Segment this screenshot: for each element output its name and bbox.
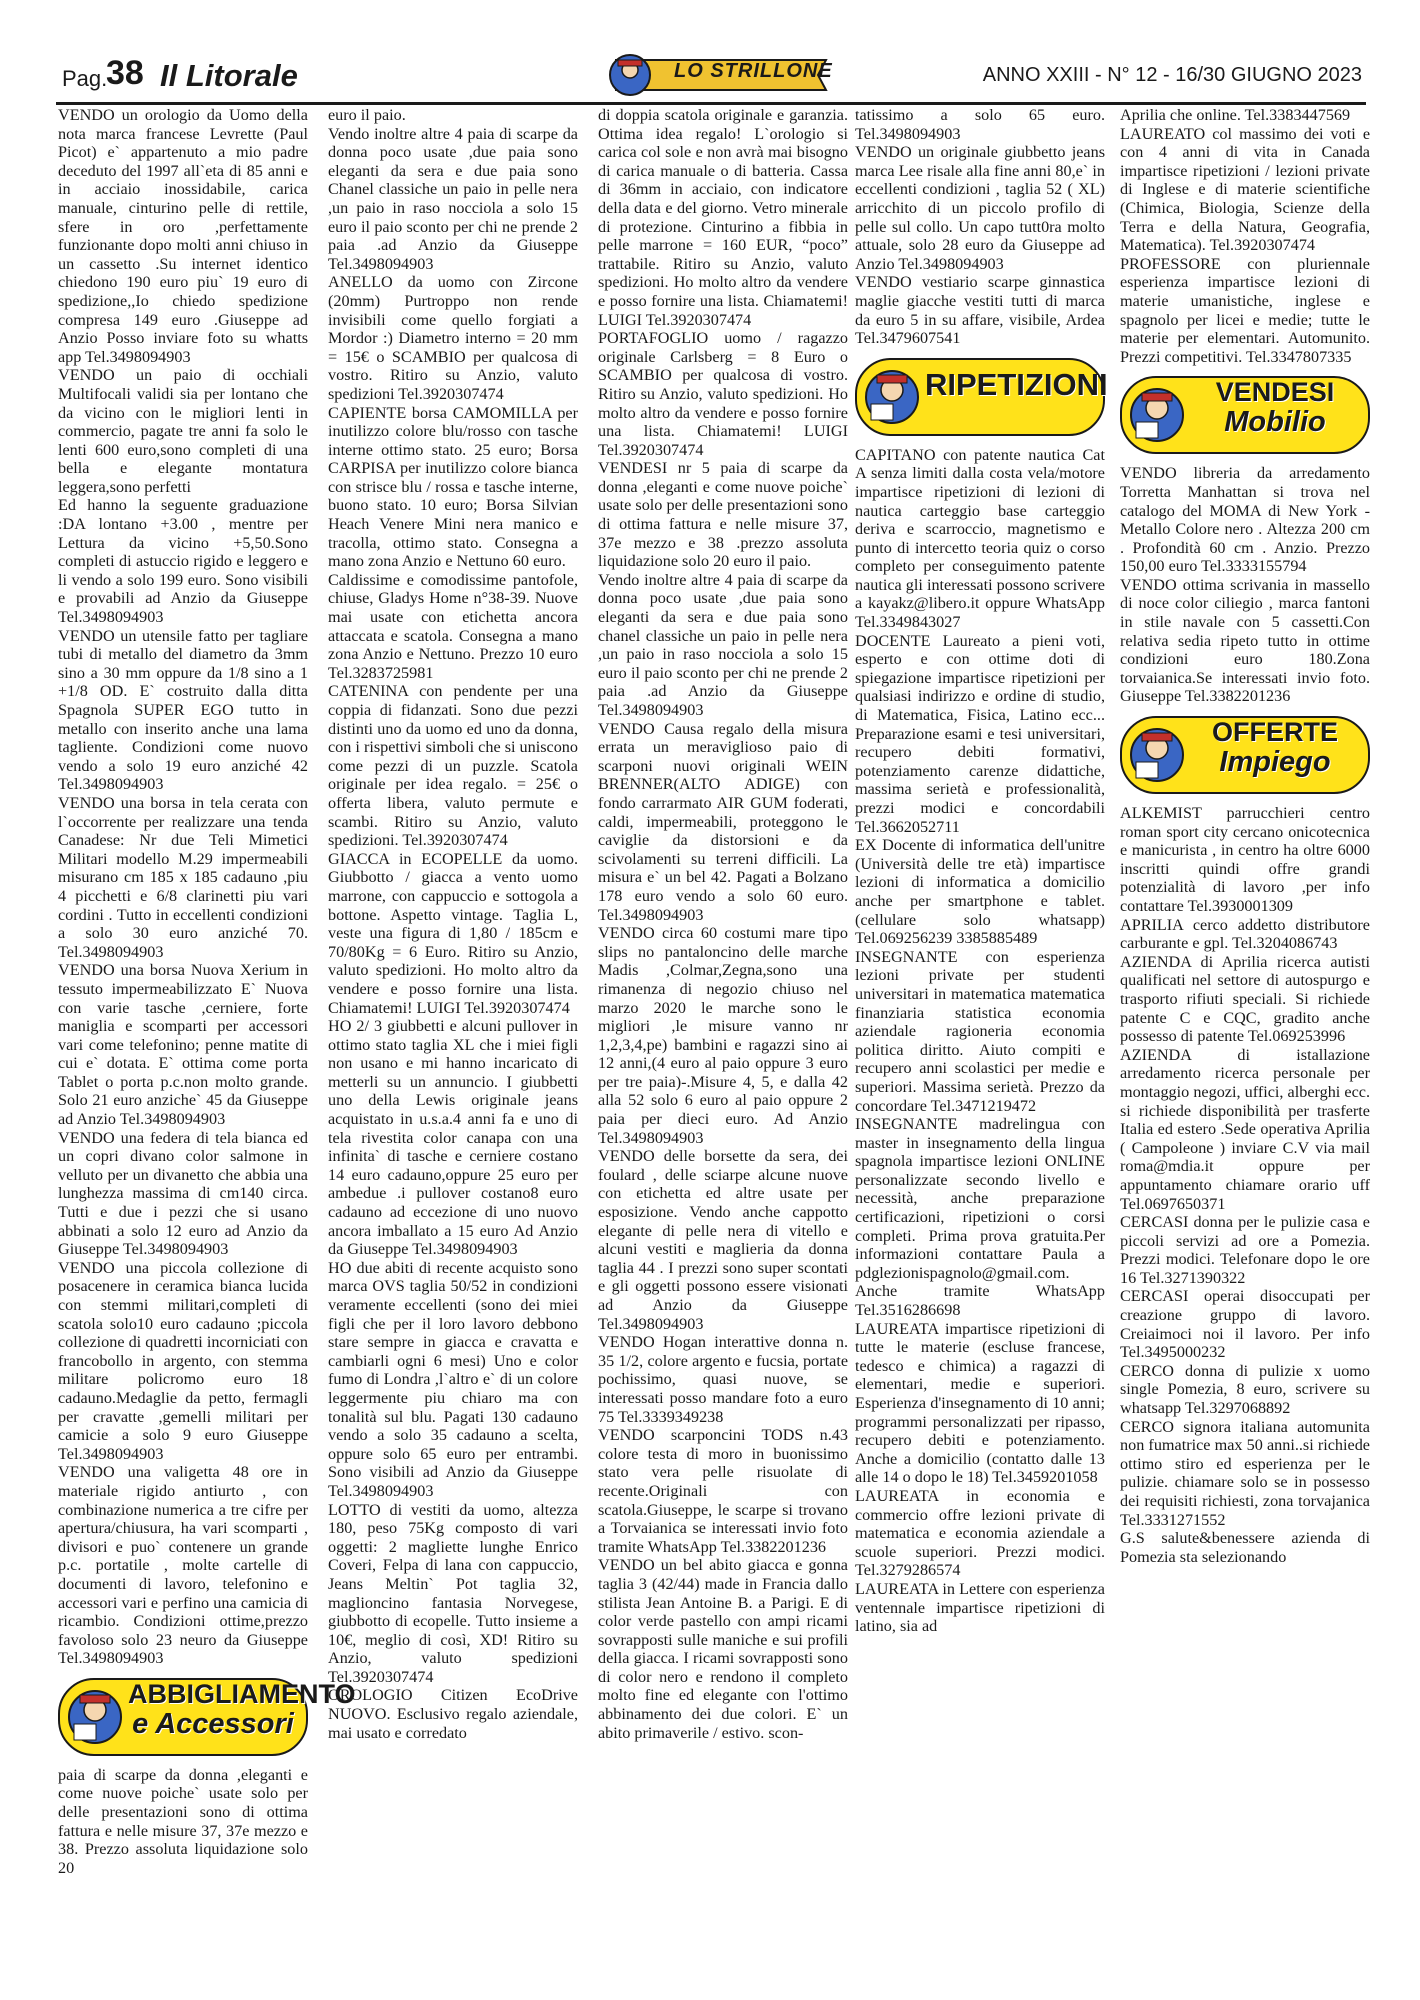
- page-number: 38: [106, 54, 144, 92]
- section-banner-abbigliamento: [58, 1678, 356, 1756]
- classified-ad: VENDO libreria da arredamento Torretta Manhattan si trova nel catalogo del MOMA di New York - Metallo Colore nero . Altezza 200 cm . Profondità 60 cm . Anzio. Prezzo 150,00 euro Tel.3333155794: [1120, 464, 1370, 576]
- ads-list: [855, 446, 1105, 1636]
- classified-ad: VENDO Hogan interattive donna n. 35 1/2, colore argento e fucsia, portate pochissimo, quasi nuove, se interessati posso mandare foto a euro 75 Tel.3339349238: [598, 1333, 848, 1426]
- classified-ad: VENDO delle borsette da sera, dei foulard , delle sciarpe alcune nuove con etichetta ed altre usate per esposizione. Vendo anche cappotto elegante di pelle nera di vitello e alcuni vestiti e maglieria da donna taglia 44 . I prezzi sono super scontati e gli oggetti possono essere visionati ad Anzio da Giuseppe Tel.3498094903: [598, 1147, 848, 1333]
- ads-list: [58, 1766, 308, 1878]
- classified-ad: LOTTO di vestiti da uomo, altezza 180, peso 75Kg composto di vari oggetti: 2 magliette lunghe Enrico Coveri, Felpa di lana con cappuccio, Jeans Meltin` Pot taglia 32, maglioncino fantasia Norvegese, giubbotto di ecopelle. Tutto insieme a 10€, meglio di così, XD! Ritiro su Anzio, valuto spedizioni Tel.3920307474: [328, 1500, 578, 1686]
- column-3: [598, 106, 848, 1986]
- lo-strillone-logo: [596, 52, 836, 98]
- banner-title: RIPETIZIONI: [925, 366, 1108, 402]
- classified-ad: GIACCA in ECOPELLE da uomo. Giubbotto / giacca a vento uomo marrone, con cappuccio e sottogola a bottone. Aspetto vintage. Taglia L, veste una figura di 1,80 / 185cm e 70/80Kg = 6 Euro. Ritiro su Anzio, valuto spedizioni. Ho molto altro da vendere e posso fornire una lista. Chiamatemi! LUIGI Tel.3920307474: [328, 849, 578, 1017]
- classified-ad: EX Docente di informatica dell'unitre (Università delle tre età) impartisce lezioni di informatica a domicilio anche per smartphone e tablet.(cellulare solo whatsapp) Tel.069256239 3385885489: [855, 836, 1105, 948]
- classified-ad: LAUREATA impartisce ripetizioni di tutte le materie (escluse francese, tedesco e chimica) a ragazzi di elementari, medie e superiori. Esperienza d'insegnamento di 10 anni; programmi personalizzati per ripasso, recupero debiti e potenziamento. Anche a domicilio (contatto dalle 13 alle 14 o dopo le 18) Tel.3459201058: [855, 1319, 1105, 1487]
- ads-list: [1120, 804, 1370, 1566]
- classified-ad: VENDO una valigetta 48 ore in materiale rigido antiurto , con combinazione numerica a tre cifre per apertura/chiusura, ha vari scomparti , divisori e puo` contenere un grande p.c. portatile , molte cartelle di documenti di lavoro, telefonino e accessori vari e perfino una camicia di ricambio. Condizioni ottime,prezzo favoloso solo 23 neuro da Giuseppe Tel.3498094903: [58, 1463, 308, 1668]
- classified-ad: HO 2/ 3 giubbetti e alcuni pullover in ottimo stato taglia XL che i miei figli non usano e mi hanno incaricato di metterli su un annuncio. I giubbetti uno della Lewis originale jeans acquistato in u.s.a.4 anni fa e uno di tela rivestita color canapa con una infinita` di tasche e cerniere costano 14 euro cadauno,oppure 25 euro per ambedue .i pullover costano8 euro cadauno ad eccezione di uno nuovo ancora imballato a 15 euro Ad Anzio da Giuseppe Tel.3498094903: [328, 1017, 578, 1259]
- ads-list: [1120, 464, 1370, 706]
- classified-ad: VENDO un utensile fatto per tagliare tubi di metallo del diametro da 3mm sino a 30 mm oppure da 1/8 sino a 1 +1/8 OD. E` costruito dalla ditta Spagnola SUPER EGO tutto in metallo con inserito anche una lama tagliente. Condizioni come nuovo vendo a solo 19 euro anziché 42 Tel.3498094903: [58, 626, 308, 794]
- classified-ad: VENDO una borsa in tela cerata con l`occorrente per realizzare una tenda Canadese: Nr due Teli Mimetici Militari modello M.29 impermeabili misurano cm 185 x 185 cadauno ,piu 4 picchetti e 6/8 clarinetti piu vari cordini . Tutto in eccellenti condizioni a solo 30 euro anziché 70. Tel.3498094903: [58, 793, 308, 961]
- ads-list: [58, 106, 308, 1668]
- newsboy-mascot-icon: [863, 364, 921, 426]
- logo-text: LO STRILLONE: [674, 60, 833, 82]
- classified-ad: VENDO una borsa Nuova Xerium in tessuto impermeabilizzato E` Nuova con varie tasche ,cerniere, forte maniglia e scomparti per accessori vari come telefonino; penne matite di cui e` dotata. E` ottima come porta Tablet o porta p.c.non molto grande. Solo 21 euro anziche` 45 da Giuseppe ad Anzio Tel.3498094903: [58, 961, 308, 1129]
- classified-ad: Aprilia che online. Tel.3383447569: [1120, 106, 1351, 124]
- classified-ad: AZIENDA di Aprilia ricerca autisti qualificati nel settore di autospurgo e trasporto rifiuti speciali. Si richiede patente C e CQC, gradito anche possesso di patente Tel.069253996: [1120, 952, 1370, 1046]
- classified-ad: DOCENTE Laureato a pieni voti, esperto e con ottime doti di spiegazione impartisce ripetizioni per qualsiasi indirizzo e ordine di studio, di Matematica, Fisica, Latino ecc... Preparazione esami e tesi universitari, recupero debiti formativi, potenziamento carenze didattiche, massima serietà e professionalità, prezzi modici e concordabili Tel.3662052711: [855, 631, 1105, 836]
- classified-ad: Vendo inoltre altre 4 paia di scarpe da donna poco usate ,due paia sono eleganti da sera e due paia sono chanel classiche un paio in pelle nera ,un paio in raso nocciola a solo 15 euro il paio sconto per chi ne prende 2 paia .ad Anzio da Giuseppe Tel.3498094903: [598, 570, 848, 719]
- newsboy-mascot-icon: [66, 1684, 124, 1746]
- classified-ad: Ed hanno la seguente graduazione :DA lontano +3.00 , mentre per Lettura da vicino +5,50.Sono completi di astuccio rigido e leggero e li vendo a solo 199 euro. Sono visibili e provabili ad Anzio da Giuseppe Tel.3498094903: [58, 496, 308, 627]
- classified-ad: tatissimo a solo 65 euro. Tel.3498094903: [855, 106, 1105, 143]
- classified-ad: CERCASI operai disoccupati per creazione gruppo di lavoro. Creiaimoci noi il lavoro. Per info Tel.3495000232: [1120, 1287, 1370, 1362]
- classified-ad: INSEGNANTE madrelingua con master in insegnamento della lingua spagnola impartisce lezioni ONLINE personalizzate secondo livello e necessità, anche preparazione certificazioni, ripetizioni o corsi completi. Prima prova gratuita.Per informazioni contattare Paula a pdglezionispagnolo@gmail.com. Anche tramite WhatsApp Tel.3516286698: [855, 1115, 1105, 1320]
- section-banner-mobilio: [1120, 376, 1370, 454]
- classified-ad: VENDESI nr 5 paia di scarpe da donna ,eleganti e come nuove poiche` usate solo per delle presentazioni sono di ottima fattura e nelle misure 37, 37e mezzo e 38 .prezzo assoluta liquidazione solo 20 euro il paio.: [598, 459, 848, 571]
- column-2: [328, 106, 578, 1986]
- classified-ad: PORTAFOGLIO uomo / ragazzo originale Carlsberg = 8 Euro o SCAMBIO per qualcosa di vostro. Ritiro su Anzio, valuto spedizioni. Ho molto altro da vendere e posso fornire una lista. Chiamatemi! LUIGI Tel.3920307474: [598, 329, 848, 459]
- classified-ad: VENDO circa 60 costumi mare tipo slips no pantaloncino delle marche Madis ,Colmar,Zegna,sono una rimanenza di negozio chiuso nel marzo 2020 le marche sono le migliori ,le misure vanno nr 1,2,3,4,pe) bambini e ragazzi sino ai 12 anni,(4 euro al paio oppure 3 euro per tre paia)-.Misure 4, 5, e dalla 42 alla 52 solo 6 euro al paio oppure 2 paia per dieci euro. Ad Anzio Tel.3498094903: [598, 924, 848, 1147]
- publication-title: Il Litorale: [160, 58, 298, 93]
- classified-ad: OROLOGIO Citizen EcoDrive NUOVO. Esclusivo regalo aziendale, mai usato e corredato: [328, 1686, 578, 1742]
- classified-ad: CERCO donna di pulizie x uomo single Pomezia, 8 euro, scrivere su whatsapp Tel.3297068892: [1120, 1361, 1370, 1418]
- classified-ad: VENDO un orologio da Uomo della nota marca francese Levrette (Paul Picot) e` appartenuto a mio padre deceduto del 1997 all`eta di 85 anni e in acciaio inossidabile, carica manuale, cinturino pelle di rettile, sfere in oro ,perfettamente funzionante dopo molti anni chiuso in un cassetto .Su internet identico chiedono 190 euro piu` 19 euro di spedizione,,Io chiedo spedizione compresa 149 euro .Giuseppe ad Anzio Posso inviare foto su whatts app Tel.3498094903: [58, 106, 308, 366]
- classified-ad: euro il paio.: [328, 106, 406, 124]
- classified-ad: di doppia scatola originale e garanzia. Ottima idea regalo! L`orologio si carica col sole e non avrà mai bisogno di carica manuale o di batteria. Cassa di 36mm in acciaio, con indicatore della data e del giorno. Vetro minerale di protezione. Cinturino a fibbia in pelle marrone = 160 EUR, “poco” trattabile. Ritiro su Anzio, valuto spedizioni. Ho molto altro da vendere e posso fornire una lista. Chiamatemi! LUIGI Tel.3920307474: [598, 106, 848, 329]
- classified-ad: HO due abiti di recente acquisto sono marca OVS taglia 50/52 in condizioni veramente eccellenti (sono dei miei figli che per il loro lavoro debbono stare sempre in giacca e cravatta e cambiarli ogni 6 mesi) Uno e color fumo di Londra ,l`altro e` di un colore leggermente piu chiaro ma con tonalità sul blu. Pagati 130 cadauno vendo a solo 35 cadauno a scelta, oppure solo 65 euro per entrambi. Sono visibili ad Anzio da Giuseppe Tel.3498094903: [328, 1258, 578, 1500]
- classified-ad: PROFESSORE con pluriennale esperienza impartisce lezioni di materie umanistiche, inglese e spagnolo per licei e medie; tutte le materie per elementari. Automunito. Prezzi competitivi. Tel.3347807335: [1120, 254, 1370, 366]
- classified-ad: CERCASI donna per le pulizie casa e piccoli servizi ad ore a Pomezia. Prezzi modici. Telefonare dopo le ore 16 Tel.3271390322: [1120, 1213, 1370, 1287]
- column-1: [58, 106, 356, 1986]
- classified-ad: CAPIENTE borsa CAMOMILLA per inutilizzo colore blu/rosso con tasche interne ottimo stato. 25 euro; Borsa CARPISA per inutilizzo colore bianca con strisce blu / rossa e tasche interne, buono stato. 10 euro; Borsa Silvian Heach Venere Mini nera manico e tracolla, ottimo stato. Consegna a mano zona Anzio e Nettuno 60 euro.: [328, 403, 578, 571]
- classified-ad: VENDO Causa regalo della misura errata un meraviglioso paio di scarponi nuovi originali WEIN BRENNER(ALTO ADIGE) con fondo carrarmato AIR GUM foderati, caldi, impermeabili, proteggono le caviglie da distorsioni e da scivolamenti su terreni difficili. La misura e` un bel 42. Pagati a Bolzano 178 euro vendo a solo 60 euro. Tel.3498094903: [598, 719, 848, 924]
- classified-ad: LAUREATA in Lettere con esperienza ventennale impartisce ripetizioni di latino, sia ad: [855, 1579, 1105, 1636]
- banner-subtitle: e Accessori: [132, 1707, 294, 1740]
- classified-ad: VENDO ottima scrivania in massello di noce color ciliegio , marca fantoni in stile navale con 5 cassetti.Con relativa sedia ripeto tutto in ottime condizioni euro 180.Zona torvaianica.Se interessati invio foto. Giuseppe Tel.3382201236: [1120, 575, 1370, 706]
- classified-ad: CAPITANO con patente nautica Cat A senza limiti dalla costa vela/motore impartisce ripetizioni di lezioni di nautica carteggio base carteggio deriva e scarroccio, magnetismo e punto di intercetto teoria quiz o corso completo per conseguimento patente nautica gli interessati possono scrivere a kayakz@libero.it oppure WhatsApp Tel.3349843027: [855, 445, 1105, 632]
- ads-list: [598, 106, 848, 1742]
- classified-ad: VENDO un originale giubbetto jeans marca Lee risale alla fine anni 80,e` in eccellenti condizioni , taglia 52 ( XL) arricchito di un piccolo profilo di pelle sul collo. Un capo tutt0ra molto attuale, solo 28 euro da Giuseppe ad Anzio Tel.3498094903: [855, 143, 1105, 273]
- ads-list: [1120, 106, 1370, 366]
- column-5: [1120, 106, 1370, 1986]
- banner-title: VENDESI: [1215, 377, 1335, 408]
- classified-ad: VENDO un paio di occhiali Multifocali validi sia per lontano che da vicino con le migliori lenti in commercio, pagate tre anni fa solo le lenti 600 euro,sono completi di una bella e elegante montatura leggera,sono perfetti: [58, 366, 308, 496]
- section-banner-ripetizioni: [855, 358, 1108, 436]
- classified-ad: G.S salute&benessere azienda di Pomezia sta selezionando: [1120, 1529, 1370, 1566]
- classified-ad: VENDO una piccola collezione di posacenere in ceramica bianca lucida con stemmi militari,completi di scatola solo10 euro cadauno ;piccola collezione di quadretti incorniciati con francobollo in argento, con stemma militare policromo euro 18 cadauno.Medaglie da petto, fermagli per cravatte ,gemelli militari per camicie a solo 9 euro Giuseppe Tel.3498094903: [58, 1258, 308, 1463]
- classified-ad: CATENINA con pendente per una coppia di fidanzati. Sono due pezzi distinti uno da uomo ed uno da donna, con i rispettivi simboli che si uniscono come pezzi di un puzzle. Scatola originale per idea regalo. = 25€ o offerta libera, valuto permute e scambi. Ritiro su Anzio, valuto spedizioni. Tel.3920307474: [328, 682, 578, 850]
- classified-ad: CERCO signora italiana automunita non fumatrice max 50 anni..si richiede ottimo stiro ed esperienza per le pulizie. chiamare solo se in possesso dei requisiti richiesti, zona torvajanica Tel.3331271552: [1120, 1417, 1370, 1529]
- newsboy-mascot-icon: [1128, 722, 1186, 784]
- classified-ad: LAUREATO col massimo dei voti e con 4 anni di vita in Canada impartisce ripetizioni / lezioni private di Inglese e di materie scientifiche (Chimica, Biologia, Scienze della Terra e della Natura, Geografia, Matematica). Tel.3920307474: [1120, 124, 1370, 255]
- classified-ad: INSEGNANTE con esperienza lezioni private per studenti universitari in matematica matematica finanziaria statistica economia aziendale ragioneria economia politica diritto. Aiuto compiti e recupero anni scolastici per medie e superiori. Massima serietà. Prezzo da concordare Tel.3471219472: [855, 947, 1105, 1115]
- classified-ad: Vendo inoltre altre 4 paia di scarpe da donna poco usate ,due paia sono eleganti da sera e due paia sono Chanel classiche un paio in pelle nera ,un paio in raso nocciola a solo 15 euro il paio sconto per chi ne prende 2 paia .ad Anzio da Giuseppe Tel.3498094903: [328, 124, 578, 273]
- header-divider: [56, 102, 1366, 105]
- column-4: [855, 106, 1108, 1986]
- issue-info: ANNO XXIII - N° 12 - 16/30 GIUGNO 2023: [982, 64, 1362, 86]
- banner-title: OFFERTE: [1212, 717, 1338, 748]
- classified-ad: VENDO scarponcini TODS n.43 colore testa di moro in buonissimo stato vera pelle risuolate di recente.Originali con scatola.Giuseppe, le scarpe si trovano a Torvaianica se interessati invio foto tramite WhatsApp Tel.3382201236: [598, 1426, 848, 1556]
- newsboy-mascot-icon: [1128, 382, 1186, 444]
- classified-ad: ANELLO da uomo con Zircone (20mm) Purtroppo non rende invisibili come quello forgiati a Mordor :) Diametro interno = 20 mm = 15€ o SCAMBIO per qualcosa di vostro. Ritiro su Anzio, valuto spedizioni Tel.3920307474: [328, 273, 578, 403]
- classified-ad: AZIENDA di istallazione arredamento ricerca personale per montaggio negozi, uffici, alberghi ecc. si richiede disponibilità per trasferte Italia ed estero .Sede operativa Aprilia ( Campoleone ) inviare C.V via mail roma@mdia.it oppure per appuntamento chiamare orario uff Tel.0697650371: [1120, 1045, 1370, 1213]
- ads-list: [855, 106, 1105, 348]
- classified-ad: APRILIA cerco addetto distributore carburante e gpl. Tel.3204086743: [1120, 915, 1370, 953]
- classified-ad: paia di scarpe da donna ,eleganti e come nuove poiche` usate solo per delle presentazioni sono di ottima fattura e nelle misure 37, 37e mezzo e 38. Prezzo assoluta liquidazione solo 20: [58, 1765, 308, 1877]
- page-header: [56, 50, 1366, 100]
- banner-subtitle: Impiego: [1219, 746, 1331, 779]
- banner-subtitle: Mobilio: [1224, 406, 1326, 439]
- classified-ad: LAUREATA in economia e commercio offre lezioni private di matematica e economia aziendale a scuole superiori. Prezzi modici. Tel.3279286574: [855, 1486, 1105, 1580]
- classified-ad: VENDO vestiario scarpe ginnastica maglie giacche vestiti tutti di marca da euro 5 in su affare, visibile, Ardea Tel.3479607541: [855, 273, 1105, 348]
- classified-ad: VENDO una federa di tela bianca ed un copri divano color salmone in velluto per un divanetto che abbia una lunghezza massima di cm140 circa. Tutti e due i pezzi che si usano abbinati a solo 12 euro ad Anzio da Giuseppe Tel.3498094903: [58, 1128, 308, 1259]
- page-label: Pag.: [62, 66, 108, 91]
- classified-ad: Caldissime e comodissime pantofole, chiuse, Gladys Home n°38-39. Nuove mai usate con etichetta ancora attaccata e scatola. Consegna a mano zona Anzio e Nettuno. Prezzo 10 euro Tel.3283725981: [328, 570, 578, 682]
- classified-ad: VENDO un bel abito giacca e gonna taglia 3 (42/44) made in Francia dallo stilista Jean Antoine B. a Parigi. E di color verde pastello con ampi ricami sovrapposti sulle maniche e sui profili della giacca. I ricami sovrapposti sono di color nero e rendono il completo molto fine ed elegante con l'ottimo abbinamento dei due colori. E` un abito primaverile / estivo. scon-: [598, 1556, 848, 1742]
- banner-title: ABBIGLIAMENTO: [128, 1678, 356, 1709]
- classified-ad: ALKEMIST parrucchieri centro roman sport city cercano onicotecnica e manicurista , in centro ha oltre 6000 inscritti quindi offre grandi potenzialità di lavoro ,per info contattare Tel.3930001309: [1120, 804, 1370, 915]
- ads-list: [328, 106, 578, 1742]
- section-banner-impiego: [1120, 716, 1370, 794]
